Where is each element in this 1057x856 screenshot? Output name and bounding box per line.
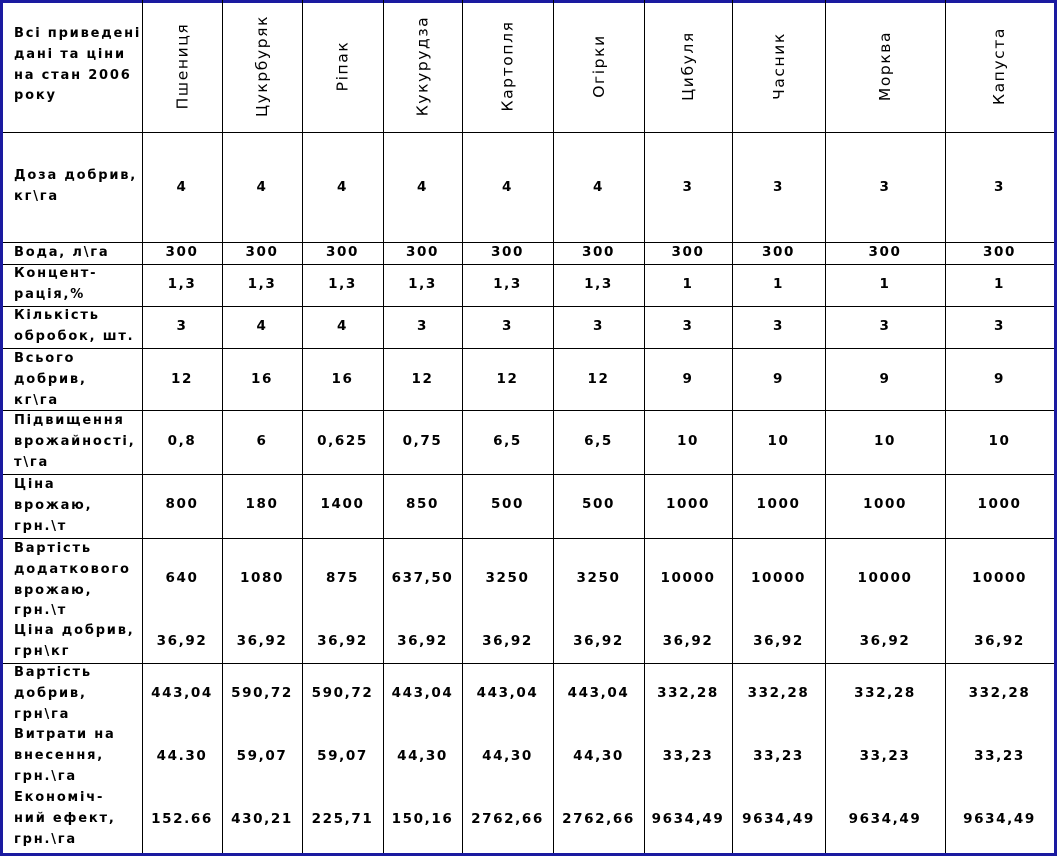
table-cell: 9634,49 [848,811,922,827]
table-cell: 44,30 [482,748,533,764]
table-cell: 443,04 [567,685,630,701]
row-label-line: Вода, л\га [14,245,110,260]
row-label-line: Вартість [14,541,92,556]
crop-header [142,0,222,132]
row-label [14,475,92,537]
table-cell: 443,04 [151,685,213,701]
row-label-line: внесення, [14,747,104,763]
table-cell: 152.66 [151,811,213,827]
table-cell: 9 [773,371,784,387]
table-cell: 1,3 [493,276,522,292]
row-label-line: Підвищення [14,413,125,428]
table-cell: 1,3 [328,276,357,292]
row-label-line: Концент- [14,266,98,281]
table-cell: 3 [502,318,513,334]
row-label-line: врожайності, [14,433,136,449]
table-cell: 300 [326,244,359,260]
table-cell: 1,3 [167,276,197,292]
row-label-line: Доза добрив, [14,168,138,183]
row-label-line: грн.\т [14,518,68,534]
table-cell: 1,3 [247,276,277,292]
row-label-line: Витрати на [14,727,116,742]
row-label [14,166,137,208]
table-cell: 1 [682,276,694,292]
row-label-line: грн.\га [14,768,77,784]
table-cell: 44,30 [397,748,448,764]
table-cell: 10 [767,433,790,449]
row-label-line: додаткового [14,561,131,577]
table-cell: 1000 [666,496,710,512]
table-cell: 10000 [857,570,913,586]
table-cell: 33,23 [974,748,1025,764]
table-cell: 6,5 [493,433,522,449]
table-cell: 300 [165,244,199,260]
crop-header [383,0,462,132]
table-cell: 443,04 [391,685,454,701]
table-cell: 800 [165,496,199,512]
table-cell: 3250 [576,570,621,586]
table-cell: 10 [677,433,699,449]
row-divider [3,348,1054,349]
table-cell: 1080 [240,570,284,586]
table-cell: 443,04 [476,685,539,701]
table-cell: 3 [773,179,784,195]
table-cell: 36,92 [236,633,288,649]
table-cell: 9634,49 [651,811,725,827]
table-cell: 300 [245,244,279,260]
row-label [14,788,116,850]
row-label [14,264,97,306]
row-label-line: грн.\га [14,831,77,847]
row-label [14,621,134,663]
row-label-line: врожаю, [14,497,93,513]
table-cell: 33,23 [753,748,804,764]
table-cell: 9 [879,371,891,387]
corner-label-line: Всі приведені [14,26,142,41]
row-label-line: грн\кг [14,643,71,659]
row-label [14,306,134,348]
table-cell: 10000 [751,570,806,586]
table-cell: 44,30 [573,748,624,764]
table-cell: 12 [171,371,193,387]
table-cell: 300 [868,244,902,260]
table-cell: 640 [165,570,199,586]
table-cell: 4 [176,179,188,195]
table-cell: 36,92 [156,633,208,649]
table-cell: 180 [245,496,279,512]
row-divider [3,538,1054,539]
table-cell: 6 [256,433,268,449]
table-cell: 36,92 [974,633,1025,649]
row-label-line: ний ефект, [14,810,116,826]
table-cell: 1 [994,276,1005,292]
table-cell: 590,72 [311,685,374,701]
row-divider [3,242,1054,243]
table-cell: 33,23 [662,748,714,764]
table-cell: 1000 [756,496,801,512]
table-cell: 300 [491,244,524,260]
table-cell: 3 [682,179,694,195]
row-label [14,349,87,411]
crop-header-label: Морква [875,30,894,102]
crop-header-label: Цукрбуряк [253,14,272,118]
table-cell: 16 [251,371,273,387]
table-cell: 3250 [485,570,530,586]
table-cell: 36,92 [753,633,804,649]
table-cell: 430,21 [231,811,293,827]
table-cell: 10 [988,433,1011,449]
crop-header-label: Картопля [498,20,517,112]
table-cell: 4 [337,318,348,334]
table-cell: 10000 [660,570,716,586]
table-cell: 300 [762,244,795,260]
table-cell: 2762,66 [562,811,635,827]
row-label-line: кг\га [14,392,59,408]
table-cell: 9 [994,371,1005,387]
table-cell: 10000 [972,570,1027,586]
table-cell: 4 [502,179,513,195]
table-cell: 9634,49 [742,811,815,827]
crop-header-label: Кукурудза [413,15,432,117]
crop-header-label: Цибуля [678,31,697,101]
table-cell: 1 [879,276,891,292]
row-divider [3,264,1054,265]
table-cell: 3 [879,179,891,195]
table-cell: 4 [256,318,268,334]
row-label [14,411,135,473]
table-cell: 500 [582,496,615,512]
row-label-line: рація,% [14,286,86,302]
row-label-line: добрив, [14,685,87,701]
table-cell: 10 [874,433,896,449]
table-cell: 300 [671,244,705,260]
table-cell: 150,16 [391,811,454,827]
table-cell: 59,07 [236,748,288,764]
table-cell: 36,92 [482,633,533,649]
crop-header-label: Ріпак [333,40,352,92]
table-cell: 1,3 [584,276,613,292]
table-cell: 0,625 [317,433,368,449]
table-cell: 500 [491,496,524,512]
table-cell: 3 [682,318,694,334]
table-cell: 3 [879,318,891,334]
row-label-line: кг\га [14,188,59,204]
table-cell: 332,28 [657,685,719,701]
corner-label [14,24,141,107]
crop-header [553,0,644,132]
table-cell: 1000 [863,496,907,512]
row-label-line: грн.\т [14,603,68,619]
row-label [14,243,109,264]
table-cell: 590,72 [231,685,293,701]
row-label-line: Всього [14,351,76,366]
table-cell: 4 [337,179,348,195]
row-divider [3,474,1054,475]
table-cell: 3 [994,318,1005,334]
table-cell: 332,28 [968,685,1031,701]
table-cell: 1400 [320,496,365,512]
row-label-line: врожаю, [14,582,93,598]
table-cell: 33,23 [859,748,911,764]
table-cell: 300 [582,244,615,260]
row-label-line: Економіч- [14,790,105,805]
table-cell: 36,92 [662,633,714,649]
row-label [14,663,92,725]
table-cell: 9634,49 [963,811,1036,827]
table-cell: 36,92 [859,633,911,649]
table-cell: 4 [417,179,428,195]
table-cell: 3 [176,318,188,334]
crop-header-label: Капуста [990,26,1009,106]
table-cell: 875 [326,570,359,586]
row-divider [3,132,1054,133]
table-cell: 4 [256,179,268,195]
row-label-line: Кількість [14,308,100,323]
crop-header-label: Часник [769,32,788,100]
row-label-line: Ціна [14,477,56,492]
crop-header [222,0,302,132]
table-cell: 1 [773,276,784,292]
table-cell: 4 [593,179,604,195]
crop-header [825,0,945,132]
table-cell: 1,3 [408,276,437,292]
crop-header [732,0,825,132]
row-label [14,725,116,787]
table-cell: 59,07 [317,748,368,764]
row-divider [3,306,1054,307]
corner-label-line: дані та ціни [14,46,126,62]
crop-header [302,0,383,132]
crop-header [644,0,732,132]
table-cell: 3 [994,179,1005,195]
table-cell: 12 [587,371,610,387]
table-cell: 12 [496,371,519,387]
table-cell: 300 [406,244,439,260]
crop-header-label: Пшениця [173,22,192,110]
crop-header [462,0,553,132]
table-cell: 850 [406,496,439,512]
table-cell: 0,8 [167,433,197,449]
row-divider [3,410,1054,411]
table-cell: 36,92 [317,633,368,649]
row-label-line: т\га [14,454,50,470]
table-cell: 2762,66 [471,811,544,827]
table-cell: 3 [417,318,428,334]
table-cell: 16 [331,371,354,387]
row-label-line: Ціна добрив, [14,623,135,638]
table-cell: 225,71 [311,811,374,827]
table-cell: 36,92 [573,633,624,649]
table-cell: 0,75 [402,433,443,449]
crop-header [945,0,1054,132]
corner-label-line: на стан 2006 [14,67,132,83]
table-cell: 1000 [977,496,1022,512]
row-label-line: Вартість [14,665,92,680]
table-cell: 6,5 [584,433,613,449]
row-label [14,539,131,622]
table-cell: 300 [983,244,1016,260]
table-cell: 36,92 [397,633,448,649]
table-cell: 9 [682,371,694,387]
table-cell: 44.30 [156,748,208,764]
table-cell: 332,28 [747,685,810,701]
crop-header-label: Огірки [589,34,608,98]
row-label-line: обробок, шт. [14,328,135,344]
table-cell: 3 [773,318,784,334]
corner-label-line: року [14,88,57,104]
row-label-line: грн\га [14,706,71,722]
table-cell: 3 [593,318,604,334]
row-label-line: добрив, [14,371,87,387]
table-cell: 637,50 [391,570,454,586]
table-cell: 332,28 [854,685,916,701]
table-cell: 12 [411,371,434,387]
row-divider [3,663,1054,664]
